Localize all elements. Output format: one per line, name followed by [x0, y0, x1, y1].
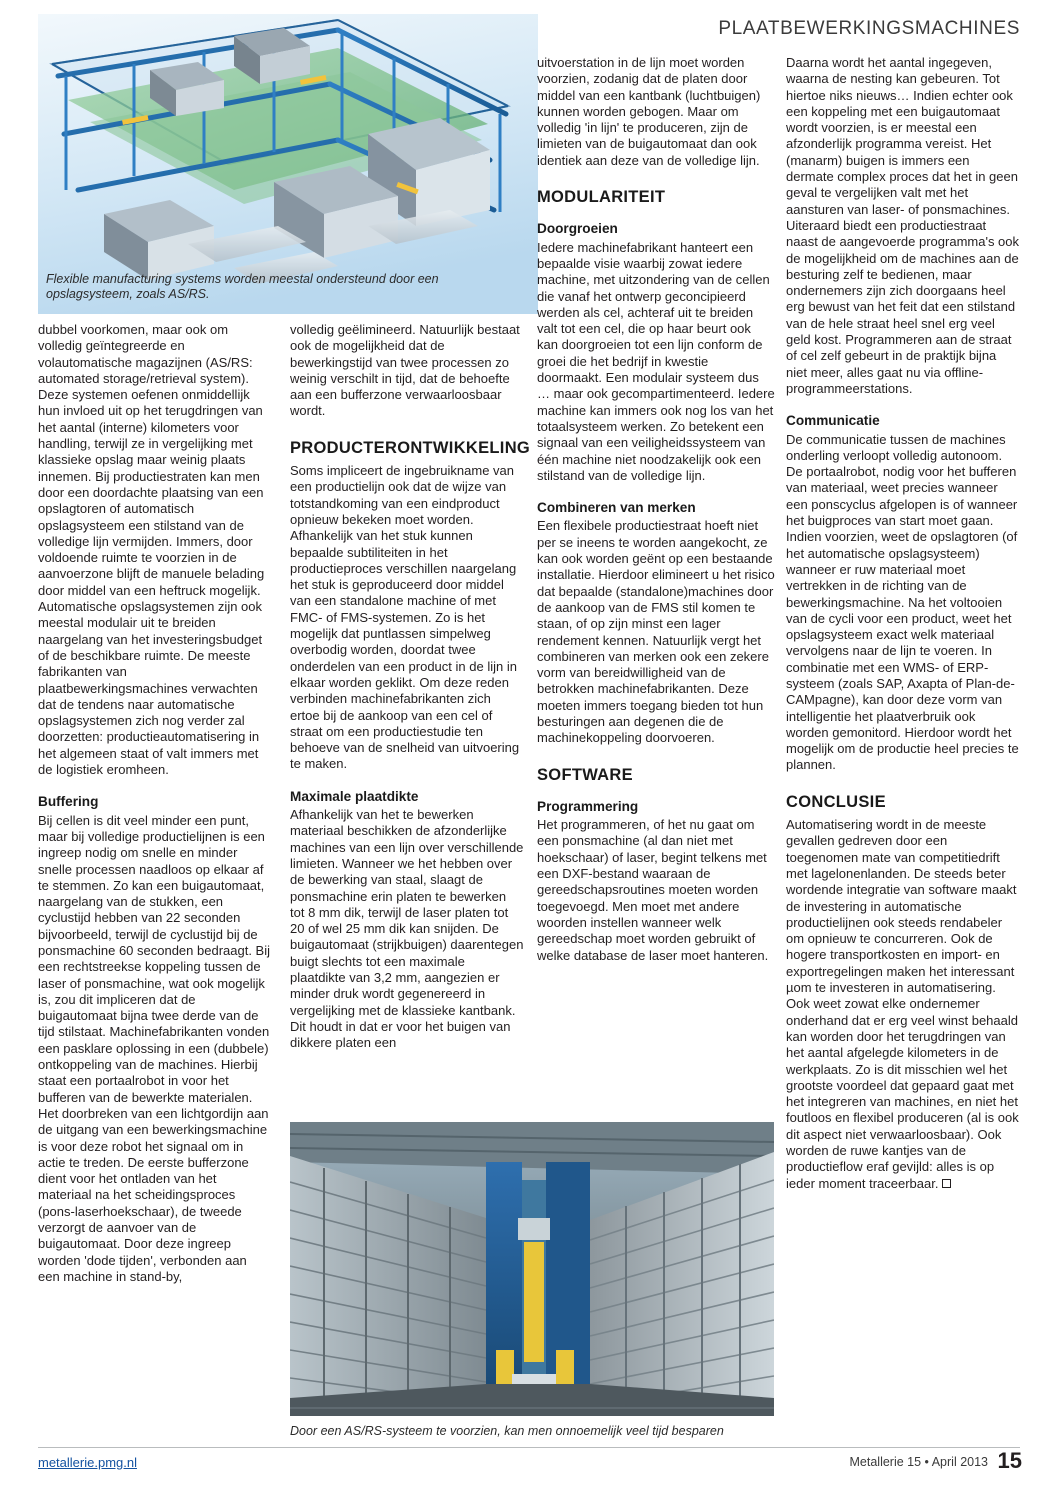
heading-programmering: Programmering — [537, 798, 639, 814]
heading-productontwikkeling: PRODUCTERONTWIKKELING — [290, 438, 531, 457]
footer-website-link[interactable]: metallerie.pmg.nl — [38, 1455, 137, 1470]
hero-illustration — [38, 14, 538, 314]
heading-software: SOFTWARE — [537, 765, 633, 784]
column-1 — [38, 322, 272, 1285]
page-number: 15 — [997, 1448, 1022, 1473]
column-3 — [537, 55, 775, 964]
c4-paragraph-3-text: Automatisering wordt in de meeste gevallen gedreven door een toegenomen mate van competitiedrift met lagelonenlanden. De steeds beter wordende integratie van software maakt de investering in automatische productielijnen ook steeds rendabeler om opnieuw te concurreren. Ook de hogere transportkosten en import- en exportregelingen maken het interessant µom te investeren in automatisering. Ook weet zowat elke ondernemer onderhand dat er erg veel winst behaald kan worden door het terugdringen van het aantal afgelegde kilometers in de werkplaats. Zo is dit misschien wel het grootste voordeel dat gepaard gaat met het integreren van machines, en niet het foutloos en flexibel produceren (al is ook dit aspect niet verwaarloosbaar). Ook worden de ruwe kantjes van de productieflow eraf gevijld: alles is op ieder moment traceerbaar. — [786, 817, 1019, 1191]
c1-paragraph-1: dubbel voorkomen, maar ook om volledig geïntegreerde en volautomatische magazijnen (AS/RS: automated storage/retrieval system). Deze systemen oefenen onmiddellijk hun invloed uit op het terugdringen van het aantal (interne) kilometers voor handling, terwijl ze in vergelijking met klassieke opslag maar weinig plaats innemen. Bij productiestraten kan men door een doordachte plaatsing van een opslagtoren of automatisch opslagsysteem een stilstand van de volledige lijn vermijden. Immers, door voldoende ruimte te voorzien in de aanvoerzone blijft de manuele belading door middel van een heftruck mogelijk. Automatische opslagsystemen zijn ook meestal modulair uit te breiden naargelang van het investeringsbudget of de beschikbare ruimte. De meeste fabrikanten van plaatbewerkingsmachines verwachten dat de tendens naar automatische opslagsystemen zich nog verder zal doorzetten: productieautomatisering in het algemeen staat of valt immers met de logistiek eromheen. — [38, 322, 265, 778]
end-of-article-square-icon — [942, 1179, 951, 1188]
heading-buffering: Buffering — [38, 794, 99, 810]
c2-paragraph-1: volledig geëlimineerd. Natuurlijk bestaat ook de mogelijkheid dat de bewerkingstijd van twee processen zo weinig verschilt in tijd, dat de behoefte aan een bufferzone verwaarloosbaar wordt. — [290, 322, 520, 419]
heading-conclusie: CONCLUSIE — [786, 792, 886, 811]
page-header-title: PLAATBEWERKINGSMACHINES — [718, 18, 1020, 39]
footer-divider — [38, 1447, 1020, 1448]
warehouse-photo — [290, 1122, 774, 1416]
heading-maximale-plaatdikte: Maximale plaatdikte — [290, 788, 419, 804]
c4-paragraph-1: Daarna wordt het aantal ingegeven, waarna de nesting kan gebeuren. Tot hiertoe niks nieuws… Indien echter ook een koppeling met een buigautomaat wordt voorzien, is er meestal een afzonderlijk programma vereist. Het (manarm) buigen is immers een dermate complex proces dat het in geen geval te vergelijken valt met het aansturen van laser- of ponsmachines. Uiteraard biedt een productiestraat naast de aangevoerde programma's ook de mogelijkheid om de machines aan de besturing zelf te bedienen, maar ondernemers zijn zich doorgaans heel erg bewust van het feit dat een stilstand van de hele straat heel snel erg veel geld kost. Programmeren aan de straat of cel zelf gebeurt in de praktijk bijna niet meer, alles gaat nu via offline-programmeerstations. — [786, 55, 1020, 396]
c1-paragraph-2: Bij cellen is dit veel minder een punt, maar bij volledige productielijnen is een ingreep nodig om snelle en minder snelle processen naadloos op elkaar af te stemmen. Zo kan een buigautomaat, naargelang van de stukken, een cyclustijd hebben van 22 seconden bijvoorbeeld, terwijl de cyclustijd bij de ponsmachine 60 seconden bedraagt. Bij een rechtstreekse koppeling tussen de laser of ponsmachine, wat ook mogelijk is, zou dit impliceren dat de buigautomaat bijna twee derde van de tijd stilstaat. Machinefabrikanten vonden een pasklare oplossing in een (dubbele) ontkoppeling van de machines. Hierbij staat een portaalrobot in voor het bufferen van de bewerkte materialen. Het doorbreken van een lichtgordijn aan de uitgang van een bewerkingsmachine is voor deze robot het signaal om in actie te treden. De eerste bufferzone dient voor het ontladen van het materiaal na het scheidingsproces (pons-laserhoekschaar), de tweede verzorgt de aanvoer van de buigautomaat. Door deze ingreep worden 'dode tijden', verbonden aan een machine in stand-by, — [38, 812, 270, 1284]
heading-combineren-van-merken: Combineren van merken — [537, 500, 696, 516]
c3-paragraph-3: Een flexibele productiestraat hoeft niet per se ineens te worden aangekocht, ze kan ook worden geënt op een bestaande installatie. Hierdoor elimineert u het risico dat bepaalde (standalone)machines door de aankoop van de FMS stil komen te staan, of op zijn minst een lager rendement kennen. Natuurlijk vergt het combineren van merken ook een zekere vorm van bereidwilligheid van de betrokken machinefabrikanten. Deze moeten immers toegang bieden tot hun besturingen aan degenen die de machinekoppeling doorvoeren. — [537, 518, 775, 746]
c3-paragraph-1: uitvoerstation in de lijn moet worden voorzien, zodanig dat de platen door middel van een kantbank (luchtbuigen) kunnen worden gebogen. Maar om volledig 'in lijn' te produceren, zijn de limieten van de buigautomaat dan ook identiek aan deze van de volledige lijn. — [537, 55, 761, 168]
hero-caption: Flexible manufacturing systems worden meestal ondersteund door een opslagsysteem, zoals AS/RS. — [46, 272, 439, 301]
c4-paragraph-3 — [786, 817, 1020, 1192]
column-4 — [786, 55, 1020, 1192]
footer-issue-info: Metallerie 15 • April 2013 — [849, 1455, 988, 1469]
column-2 — [290, 322, 531, 1051]
c2-paragraph-3: Afhankelijk van het te bewerken materiaal beschikken de afzonderlijke machines van een lijn over verschillende limieten. Wanneer we het hebben over de bewerking van staal, slaagt de ponsmachine erin platen te bewerken tot 8 mm dik, terwijl de laser platen tot 20 of wel 25 mm dik kan snijden. De buigautomaat (strijkbuigen) daarentegen buigt slechts tot een maximale plaatdikte van 3,2 mm, aangezien er minder druk wordt gegenereerd in vergelijking met de klassieke kantbank. Dit houdt in dat er voor het buigen van dikkere platen een — [290, 807, 524, 1051]
c3-paragraph-2: Iedere machinefabrikant hanteert een bepaalde visie waarbij zowat iedere machine, met uitzondering van de cellen die vanaf het ontwerp geconcipieerd werden als cel, achteraf uit te breiden valt tot een cel, die op haar beurt ook kan doorgroeien tot een lijn conform de groei die het bedrijf in kwestie doormaakt. Een modulair systeem dus … maar ook gecompartimenteerd. Iedere machine kan immers ook nog los van het totaalsysteem werken. Zo betekent een signaal van een veiligheidssysteem van één machine niet noodzakelijk ook een stilstand van de volledige lijn. — [537, 239, 775, 483]
photo-caption: Door een AS/RS-systeem te voorzien, kan men onnoemelijk veel tijd besparen — [290, 1424, 724, 1438]
c4-paragraph-2: De communicatie tussen de machines onderling verloopt volledig autonoom. De portaalrobot, nodig voor het bufferen van materiaal, weet precies wanneer een ponscyclus afgelopen is of wanneer het buigproces van start moet gaan. Indien voorzien, weet de opslagtoren (of het automatische opslagsysteem) wanneer er ruw materiaal moet vertrekken in de richting van de bewerkingsmachine. Na het voltooien van de cycli voor een product, weet het opslagsysteem exact welk materiaal vervolgens naar de lijn te voeren. In combinatie met een WMS- of ERP-systeem (zoals SAP, Axapta of Plan-de-CAMpagne), kan door deze vorm van intelligentie het plaatverbruik ook worden gemonitord. Hierdoor wordt het mogelijk om de productie heel precies te plannen. — [786, 431, 1019, 773]
heading-communicatie: Communicatie — [786, 413, 880, 429]
heading-doorgroeien: Doorgroeien — [537, 221, 618, 237]
heading-modulariteit: MODULARITEIT — [537, 188, 666, 207]
c3-paragraph-4: Het programmeren, of het nu gaat om een ponsmachine (al dan niet met hoekschaar) of laser, begint telkens met een DXF-bestand waaraan de gereedschapsroutines moeten worden toegevoegd. Men moet met andere woorden instellen wanneer welk gereedschap moet worden gebruikt of welke database de laser moet hanteren. — [537, 817, 769, 963]
c2-paragraph-2: Soms impliceert de ingebruikname van een productielijn ook dat de wijze van totstandkoming van een eindproduct opnieuw bekeken moet worden. Afhankelijk van het stuk kunnen bepaalde subtiliteiten in het productieproces verschillen naargelang het stuk is geproduceerd door middel van een standalone machine of met FMC- of FMS-systemen. Zo is het mogelijk dat puntlassen simpelweg overbodig worden, doordat twee onderdelen van een product in de lijn in elkaar worden geklikt. Om deze reden verbinden machinefabrikanten zich ertoe bij de aankoop van een cel of straat om een productiestudie ten behoeve van de snelheid van uitvoering te maken. — [290, 463, 520, 772]
